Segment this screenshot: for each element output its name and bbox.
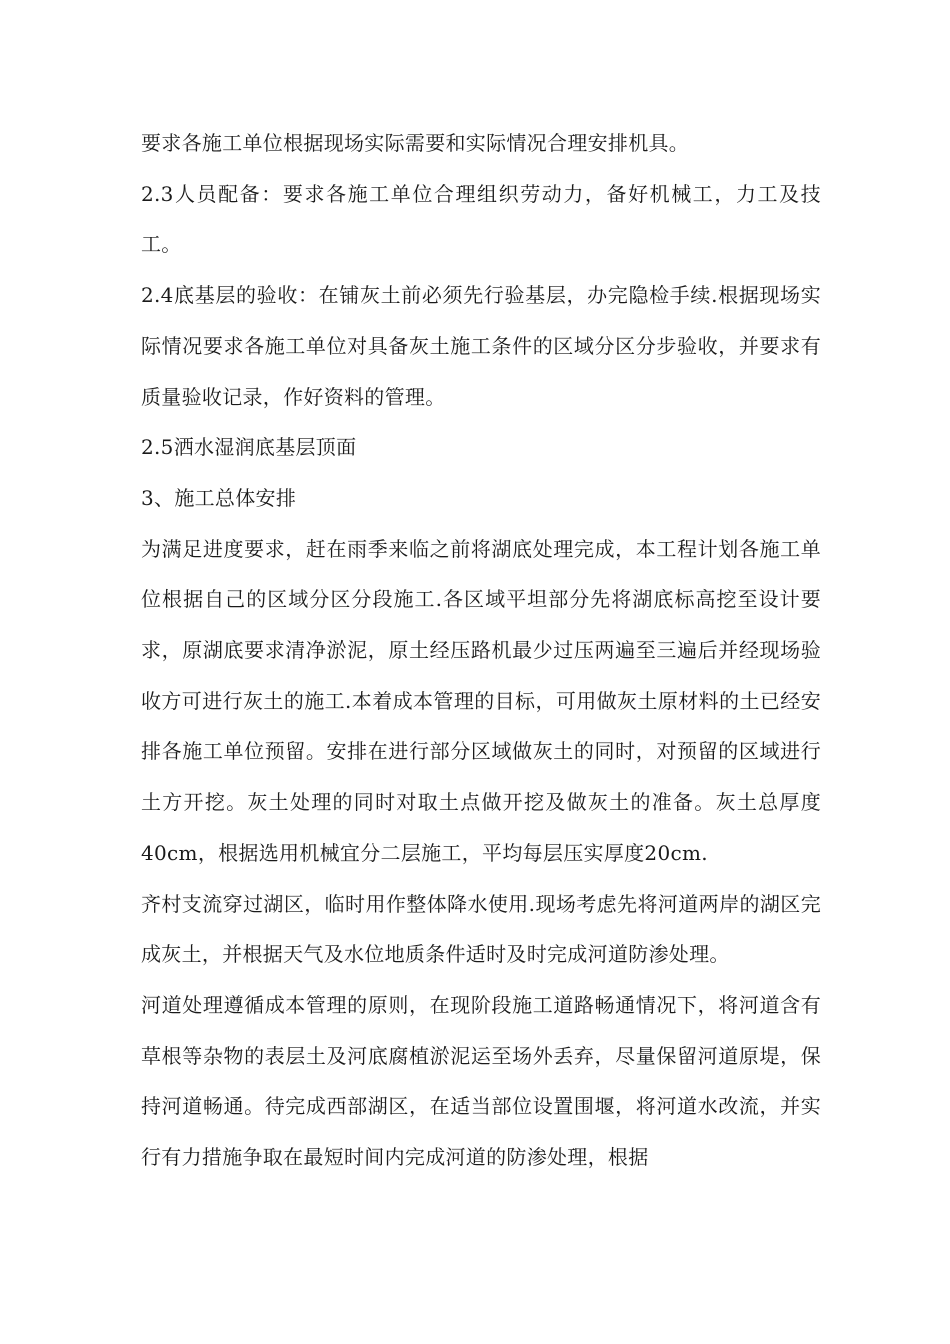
paragraph-2-3-staffing: 2.3人员配备：要求各施工单位合理组织劳动力，备好机械工，力工及技工。 [141, 181, 821, 257]
paragraph-schedule: 为满足进度要求，赶在雨季来临之前将湖底处理完成，本工程计划各施工单位根据自己的区域分区分段施工.各区域平坦部分先将湖底标高挖至设计要求，原湖底要求清净淤泥，原土经压路机最少过压两遍至三遍后并经现场验收方可进行灰土的施工.本着成本管理的目标，可用做灰土原材料的土已经安排各施工单位预留。安排在进行部分区域做灰土的同时，对预留的区域进行土方开挖。灰土处理的同时对取土点做开挖及做灰土的准备。灰土总厚度40cm，根据选用机械宜分二层施工，平均每层压实厚度20cm. [141, 536, 821, 865]
paragraph-2-5-watering: 2.5洒水湿润底基层顶面 [141, 435, 357, 460]
paragraph-2-4-acceptance: 2.4底基层的验收：在铺灰土前必须先行验基层，办完隐检手续.根据现场实际情况要求各施工单位对具备灰土施工条件的区域分区分步验收，并要求有质量验收记录，作好资料的管理。 [141, 283, 821, 409]
paragraph-river-treatment: 河道处理遵循成本管理的原则，在现阶段施工道路畅通情况下，将河道含有草根等杂物的表层土及河底腐植淤泥运至场外丢弃，尽量保留河道原堤，保持河道畅通。待完成西部湖区，在适当部位设置围堰，将河道水改流，并实行有力措施争取在最短时间内完成河道的防渗处理，根据 [141, 992, 821, 1170]
body-text [141, 118, 821, 1183]
paragraph-machinery: 要求各施工单位根据现场实际需要和实际情况合理安排机具。 [141, 131, 690, 155]
section-heading-3: 3、施工总体安排 [141, 485, 297, 510]
paragraph-tributary: 齐村支流穿过湖区，临时用作整体降水使用.现场考虑先将河道两岸的湖区完成灰土，并根据天气及水位地质条件适时及时完成河道防渗处理。 [141, 891, 821, 967]
